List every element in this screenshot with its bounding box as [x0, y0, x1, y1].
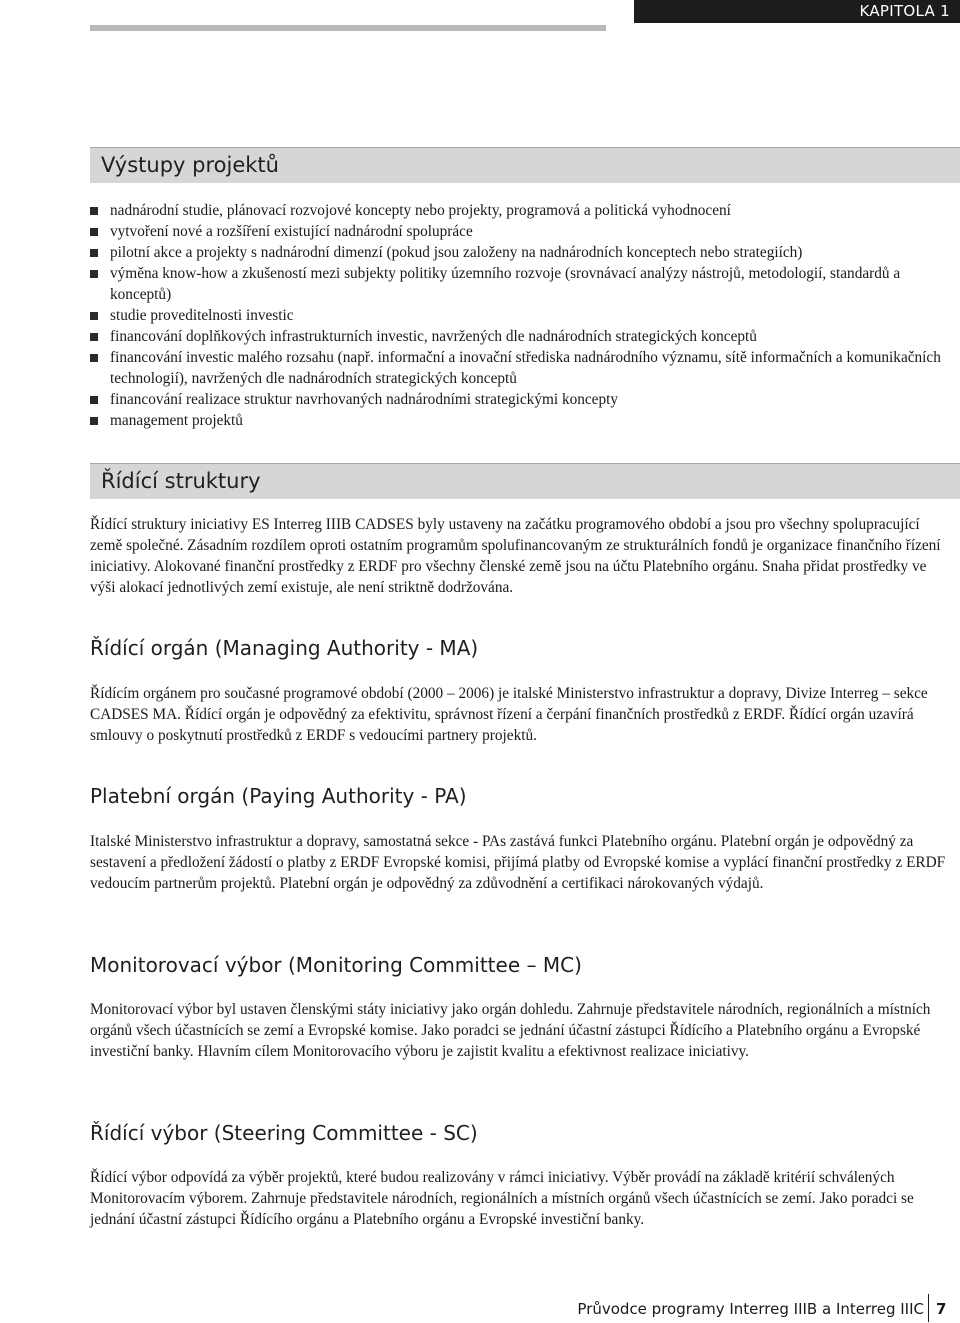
- list-item-text: financování realizace struktur navrhovaných nadnárodními strategickými koncepty: [110, 391, 619, 408]
- square-bullet-icon: [90, 417, 98, 425]
- footer-divider: [928, 1294, 929, 1322]
- list-item-text: financování doplňkových infrastrukturních investic, navržených dle nadnárodních strategických konceptů: [110, 328, 757, 345]
- monitoring-committee-paragraph: Monitorovací výbor byl ustaven členskými státy iniciativy jako orgán dohledu. Zahrnuje představitele národních, regionálních a místních orgánů všech účastnících se zemí a Evropské komise. Jako poradci se jednání účastní zástupci Řídícího a Platebního orgánu a Evropské investiční banky. Hlavním cílem Monitorovacího výboru je zajistit kvalitu a efektivnost realizace iniciativy.: [90, 1001, 931, 1060]
- managing-authority-paragraph: Řídícím orgánem pro současné programové období (2000 – 2006) je italské Ministerstvo infrastruktur a dopravy, Divize Interreg – sekce CADSES MA. Řídící orgán je odpovědný za efektivitu, správnost řízení a čerpání finančních prostředků z ERDF. Řídící orgán uzavírá smlouvy o poskytnutí prostředků z ERDF s vedoucími partnery projektů.: [90, 685, 928, 744]
- section-title-outputs: Výstupy projektů: [90, 147, 960, 183]
- heading-steering-committee: Řídící výbor (Steering Committee - SC): [90, 1121, 478, 1145]
- square-bullet-icon: [90, 249, 98, 257]
- heading-paying-authority: Platební orgán (Paying Authority - PA): [90, 784, 467, 808]
- top-decorative-rule: [90, 25, 606, 31]
- chapter-label: KAPITOLA 1: [634, 0, 960, 23]
- outputs-list: [90, 200, 960, 431]
- list-item: [90, 221, 960, 242]
- list-item-text: nadnárodní studie, plánovací rozvojové koncepty nebo projekty, programová a politická vyhodnocení: [110, 202, 731, 219]
- list-item: [90, 410, 960, 431]
- list-item: [90, 326, 960, 347]
- list-item: [90, 347, 960, 389]
- square-bullet-icon: [90, 207, 98, 215]
- square-bullet-icon: [90, 270, 98, 278]
- list-item-text: výměna know-how a zkušeností mezi subjekty politiky územního rozvoje (srovnávací analýzy nástrojů, metodologií, standardů a konceptů): [110, 265, 901, 303]
- list-item-text: management projektů: [110, 412, 243, 429]
- management-structures-paragraph: Řídící struktury iniciativy ES Interreg IIIB CADSES byly ustaveny na začátku programového období a jsou pro všechny spolupracující země společné. Zásadním rozdílem oproti ostatním programům spolufinancovaným ze strukturálních fondů je organizace finančního řízení iniciativy. Alokované finanční prostředky z ERDF pro všechny členské země jsou na účtu Platebního orgánu. Snaha přidat prostředky ve výši alokací jednotlivých zemí existuje, ale není striktně dodržována.: [90, 516, 941, 596]
- list-item: [90, 389, 960, 410]
- square-bullet-icon: [90, 354, 98, 362]
- list-item-text: pilotní akce a projekty s nadnárodní dimenzí (pokud jsou založeny na nadnárodních konceptech nebo strategiích): [110, 244, 803, 261]
- footer-document-title: Průvodce programy Interreg IIIB a Interreg IIIC: [577, 1300, 924, 1318]
- square-bullet-icon: [90, 312, 98, 320]
- paying-authority-paragraph: Italské Ministerstvo infrastruktur a dopravy, samostatná sekce - PAs zastává funkci Platebního orgánu. Platební orgán je odpovědný za sestavení a předložení žádostí o platby z ERDF Evropské komisi, přijímá platby od Evropské komise a vyplácí finanční prostředky z ERDF vedoucím partnerům projektů. Platební orgán je odpovědný za zdůvodnění a certifikaci nárokovaných výdajů.: [90, 833, 946, 892]
- list-item-text: studie proveditelnosti investic: [110, 307, 294, 324]
- square-bullet-icon: [90, 396, 98, 404]
- list-item-text: vytvoření nové a rozšíření existující nadnárodní spolupráce: [110, 223, 473, 240]
- square-bullet-icon: [90, 228, 98, 236]
- page-number: 7: [936, 1300, 947, 1318]
- steering-committee-paragraph: Řídící výbor odpovídá za výběr projektů, které budou realizovány v rámci iniciativy. Výběr provádí na základě kritérií schválených Monitorovacím výborem. Zahrnuje představitele národních, regionálních a místních orgánů všech účastnících se zemí. Jako poradci se jednání účastní zástupci Řídícího orgánu a Platebního orgánu a Evropské investiční banky.: [90, 1169, 914, 1228]
- section-title-management-structures: Řídící struktury: [90, 463, 960, 499]
- list-item: [90, 242, 960, 263]
- heading-monitoring-committee: Monitorovací výbor (Monitoring Committee – MC): [90, 953, 582, 977]
- square-bullet-icon: [90, 333, 98, 341]
- list-item: [90, 200, 960, 221]
- list-item: [90, 263, 960, 305]
- list-item: [90, 305, 960, 326]
- list-item-text: financování investic malého rozsahu (např. informační a inovační střediska nadnárodního významu, sítě informačních a komunikačních technologií), navržených dle nadnárodních strategických konceptů: [110, 349, 941, 387]
- heading-managing-authority: Řídící orgán (Managing Authority - MA): [90, 636, 479, 660]
